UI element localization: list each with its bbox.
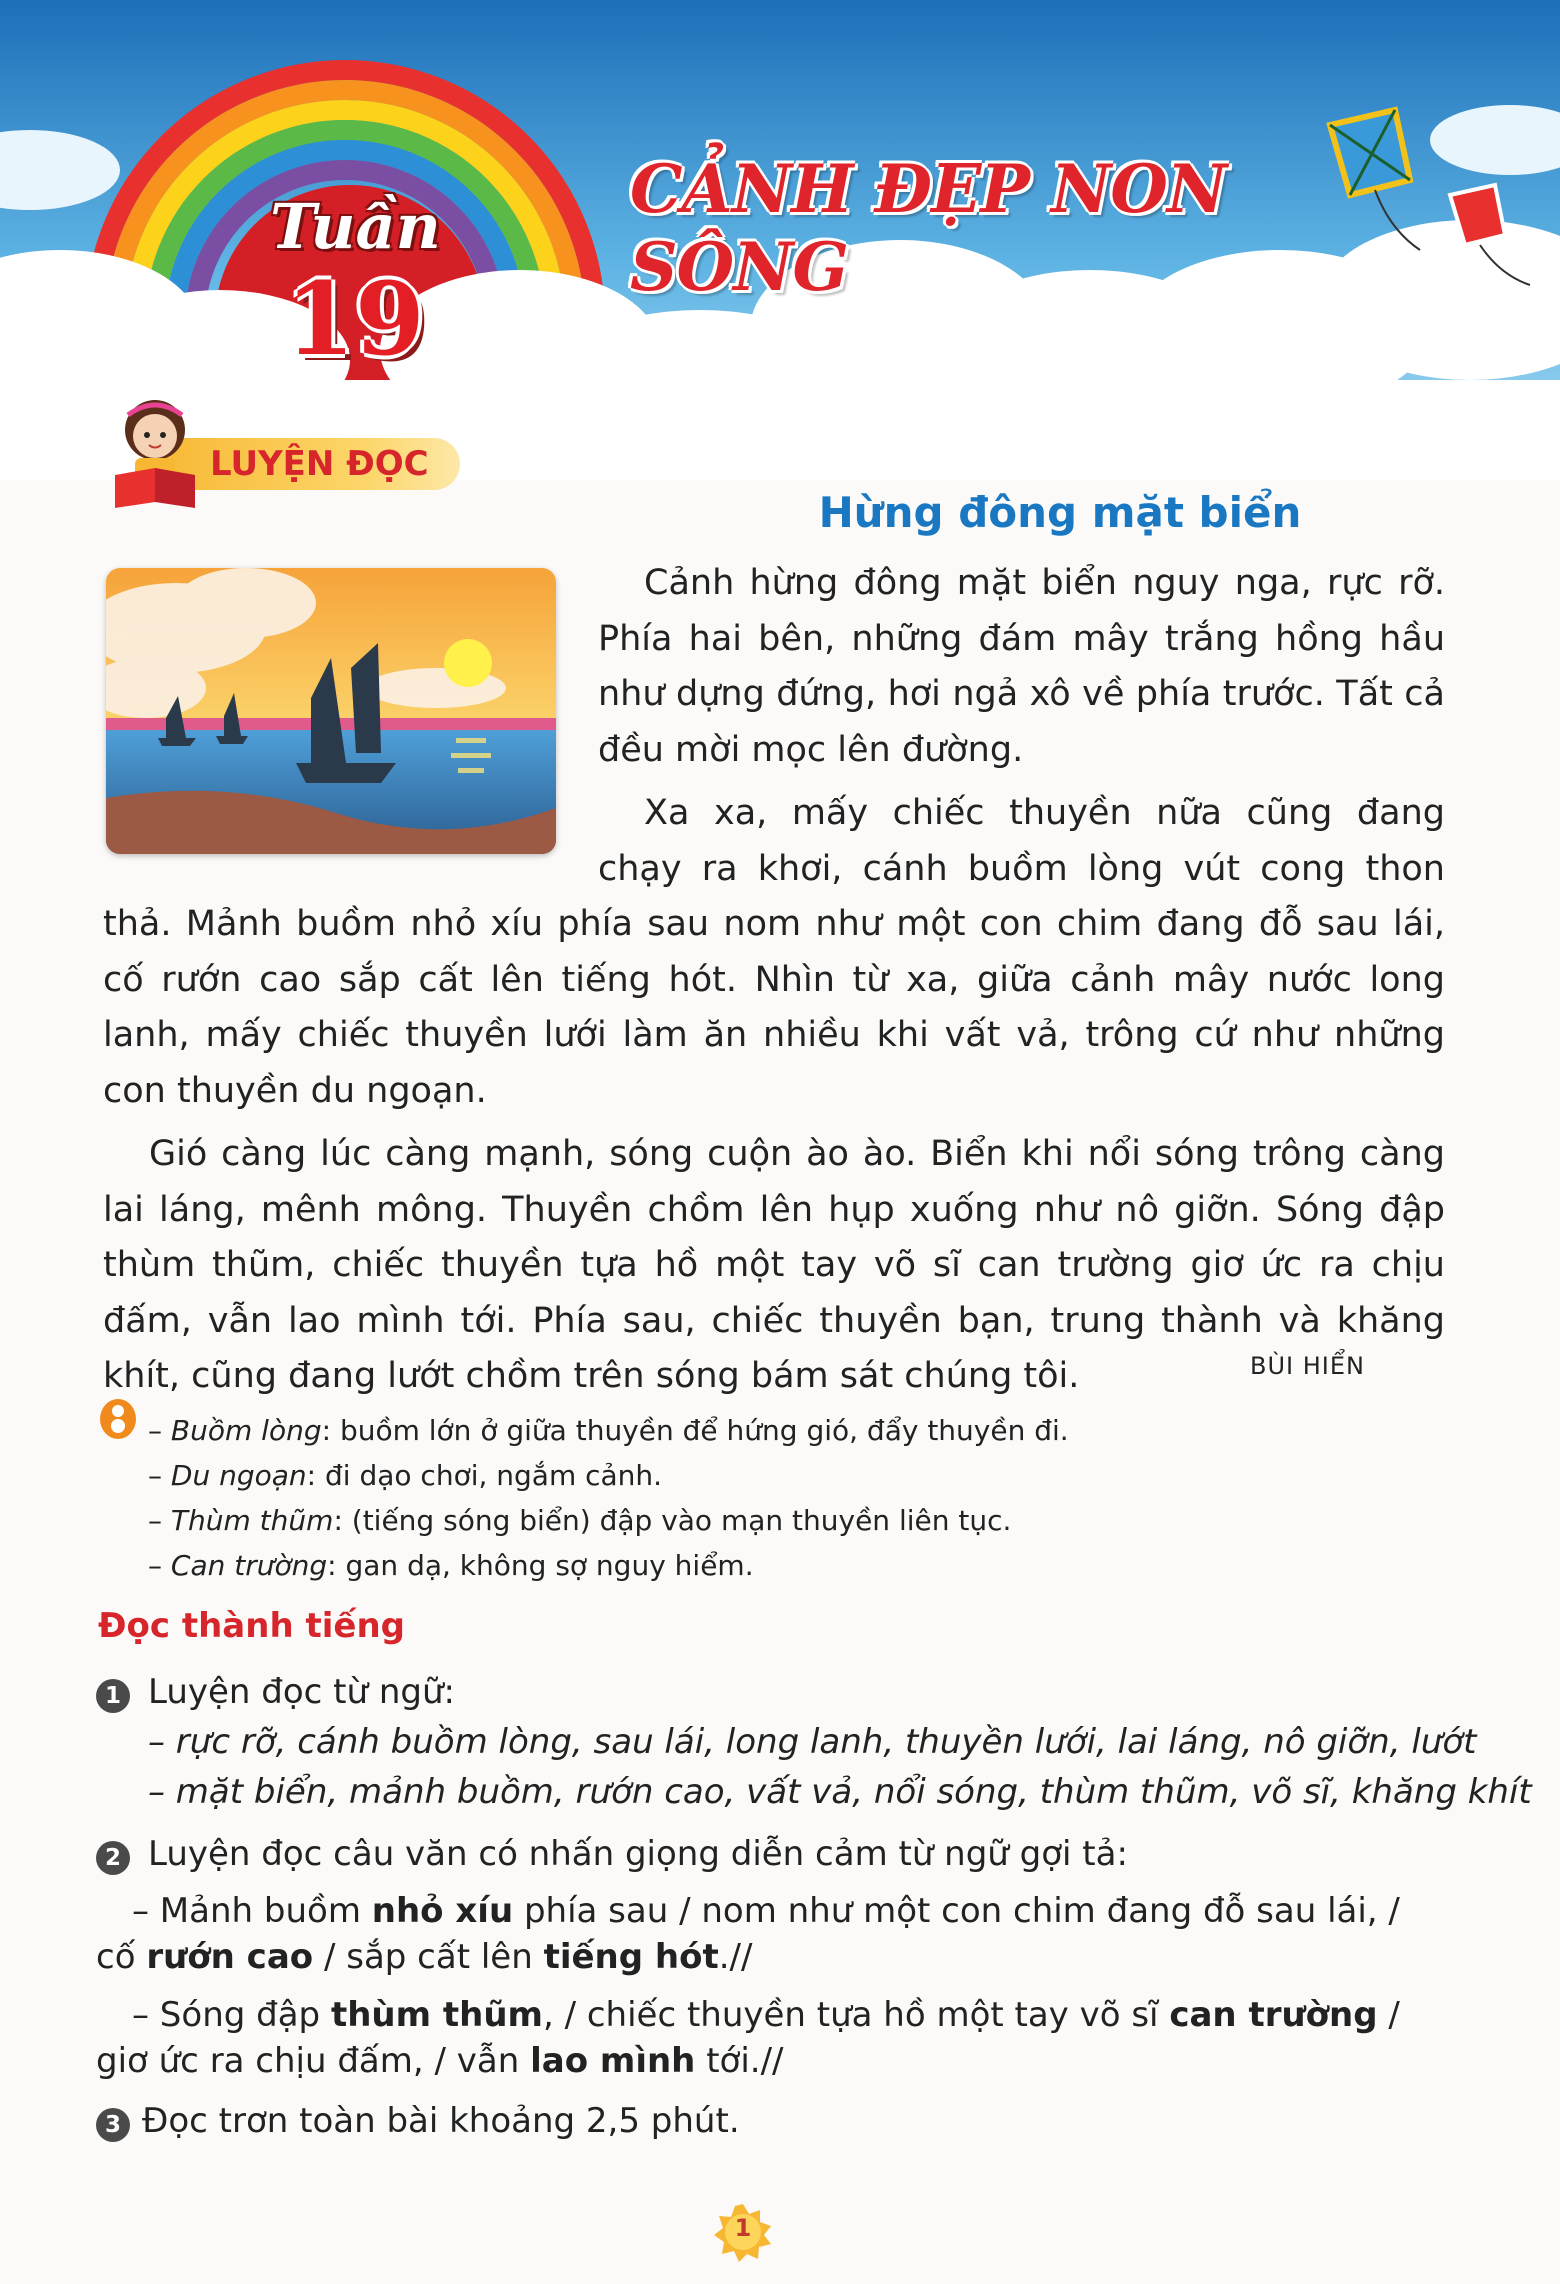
task-number-badge: 1 (96, 1679, 130, 1713)
glossary-definition: : (tiếng sóng biển) đập vào mạn thuyền liên tục. (333, 1504, 1012, 1537)
sentence-text: tới.// (695, 2041, 784, 2081)
glossary-item: – Du ngoạn: đi dạo chơi, ngắm cảnh. (148, 1459, 663, 1492)
reading-title: Hừng đông mặt biển (818, 488, 1302, 537)
emphasized-word: thùm thũm (330, 1995, 543, 2035)
task-instruction: Đọc trơn toàn bài khoảng 2,5 phút. (142, 2101, 740, 2141)
image-wrap-spacer (103, 556, 598, 896)
task-instruction: Luyện đọc từ ngữ: (148, 1672, 455, 1712)
emphasized-word: lao mình (530, 2041, 696, 2081)
sentence-text: .// (718, 1937, 753, 1977)
glossary (148, 1408, 1348, 1588)
glossary-item: – Can trường: gan dạ, không sợ nguy hiểm. (148, 1549, 754, 1582)
emphasized-word: rướn cao (146, 1937, 314, 1977)
emphasized-word: tiếng hót (543, 1937, 719, 1977)
story-paragraph: Gió càng lúc càng mạnh, sóng cuộn ào ào. Biển khi nổi sóng trông càng lai láng, mênh mông. Thuyền chồm lên hụp xuống như nô giỡn. Sóng đập thùm thũm, chiếc thuyền tựa hồ một tay võ sĩ can trường giơ ức ra chịu đấm, vẫn lao mình tới. Phía sau, chiếc thuyền bạn, trung thành và khăng khít, cũng đang lướt chồm trên sóng bám sát chúng tôi. (103, 1134, 1445, 1396)
week-label: Tuần (270, 190, 441, 263)
glossary-definition: : gan dạ, không sợ nguy hiểm. (327, 1549, 754, 1582)
sentence-text: / sắp cất lên (313, 1937, 544, 1977)
glossary-term: Can trường (170, 1549, 328, 1582)
sentence-text: – Sóng đập (132, 1995, 331, 2035)
practice-heading: Đọc thành tiếng (98, 1606, 405, 1646)
sentence-text: / giơ ức ra chịu đấm, / vẫn (96, 1995, 1400, 2081)
week-number: 19 (285, 260, 425, 378)
glossary-item: – Thùm thũm: (tiếng sóng biển) đập vào mạn thuyền liên tục. (148, 1504, 1012, 1537)
glossary-term: Thùm thũm (170, 1504, 334, 1537)
task-instruction: Luyện đọc câu văn có nhấn giọng diễn cảm từ ngữ gợi tả: (148, 1834, 1128, 1874)
glossary-term: Du ngoạn (170, 1459, 307, 1492)
reading-girl-icon (100, 390, 210, 510)
emphasized-word: can trường (1169, 1995, 1378, 2035)
emphasis-sentence (96, 1888, 1446, 1980)
sentence-text: , / chiếc thuyền tựa hồ một tay võ sĩ (542, 1995, 1170, 2035)
sentence-text: phía sau / nom như một con chim đang đỗ sau lái, / cố (96, 1891, 1400, 1977)
chapter-title: CẢNH ĐẸP NON SÔNG (630, 150, 1227, 306)
emphasis-sentence (96, 1992, 1446, 2084)
glossary-item: – Buồm lòng: buồm lớn ở giữa thuyền để hứng gió, đẩy thuyền đi. (148, 1414, 1069, 1447)
emphasized-word: nhỏ xíu (371, 1891, 514, 1931)
task-number-badge: 2 (96, 1841, 130, 1875)
sentence-text: – Mảnh buồm (132, 1891, 372, 1931)
word-list-line: – mặt biển, mảnh buồm, rướn cao, vất vả, nổi sóng, thùm thũm, võ sĩ, khăng khít (148, 1772, 1532, 1812)
glossary-definition: : đi dạo chơi, ngắm cảnh. (306, 1459, 663, 1492)
task-number-badge: 3 (96, 2108, 130, 2142)
author-name: BÙI HIỂN (1250, 1352, 1365, 1380)
story-paragraph: Xa xa, mấy chiếc thuyền nữa cũng đang chạy ra khơi, cánh buồm lòng vút cong thon thả. Mảnh buồm nhỏ xíu phía sau nom như một con chim đang đỗ sau lái, cố rướn cao sắp cất lên tiếng hót. Nhìn từ xa, giữa cảnh mây nước long lanh, mấy chiếc thuyền lưới làm ăn nhiều khi vất vả, trông cứ như những con thuyền du ngoạn. (103, 793, 1445, 1111)
page-number: 1 (734, 2214, 752, 2242)
glossary-definition: : buồm lớn ở giữa thuyền để hứng gió, đẩy thuyền đi. (321, 1414, 1069, 1447)
story-paragraph: Cảnh hừng đông mặt biển nguy nga, rực rỡ. Phía hai bên, những đám mây trắng hồng hầu như dựng đứng, hơi ngả xô về phía trước. Tất cả đều mời mọc lên đường. (598, 563, 1445, 770)
glossary-icon (98, 1398, 138, 1440)
section-label: LUYỆN ĐỌC (210, 444, 429, 484)
reading-passage (103, 556, 1445, 1413)
glossary-term: Buồm lòng (170, 1414, 322, 1447)
word-list-line: – rực rỡ, cánh buồm lòng, sau lái, long lanh, thuyền lưới, lai láng, nô giỡn, lướt (148, 1722, 1477, 1762)
